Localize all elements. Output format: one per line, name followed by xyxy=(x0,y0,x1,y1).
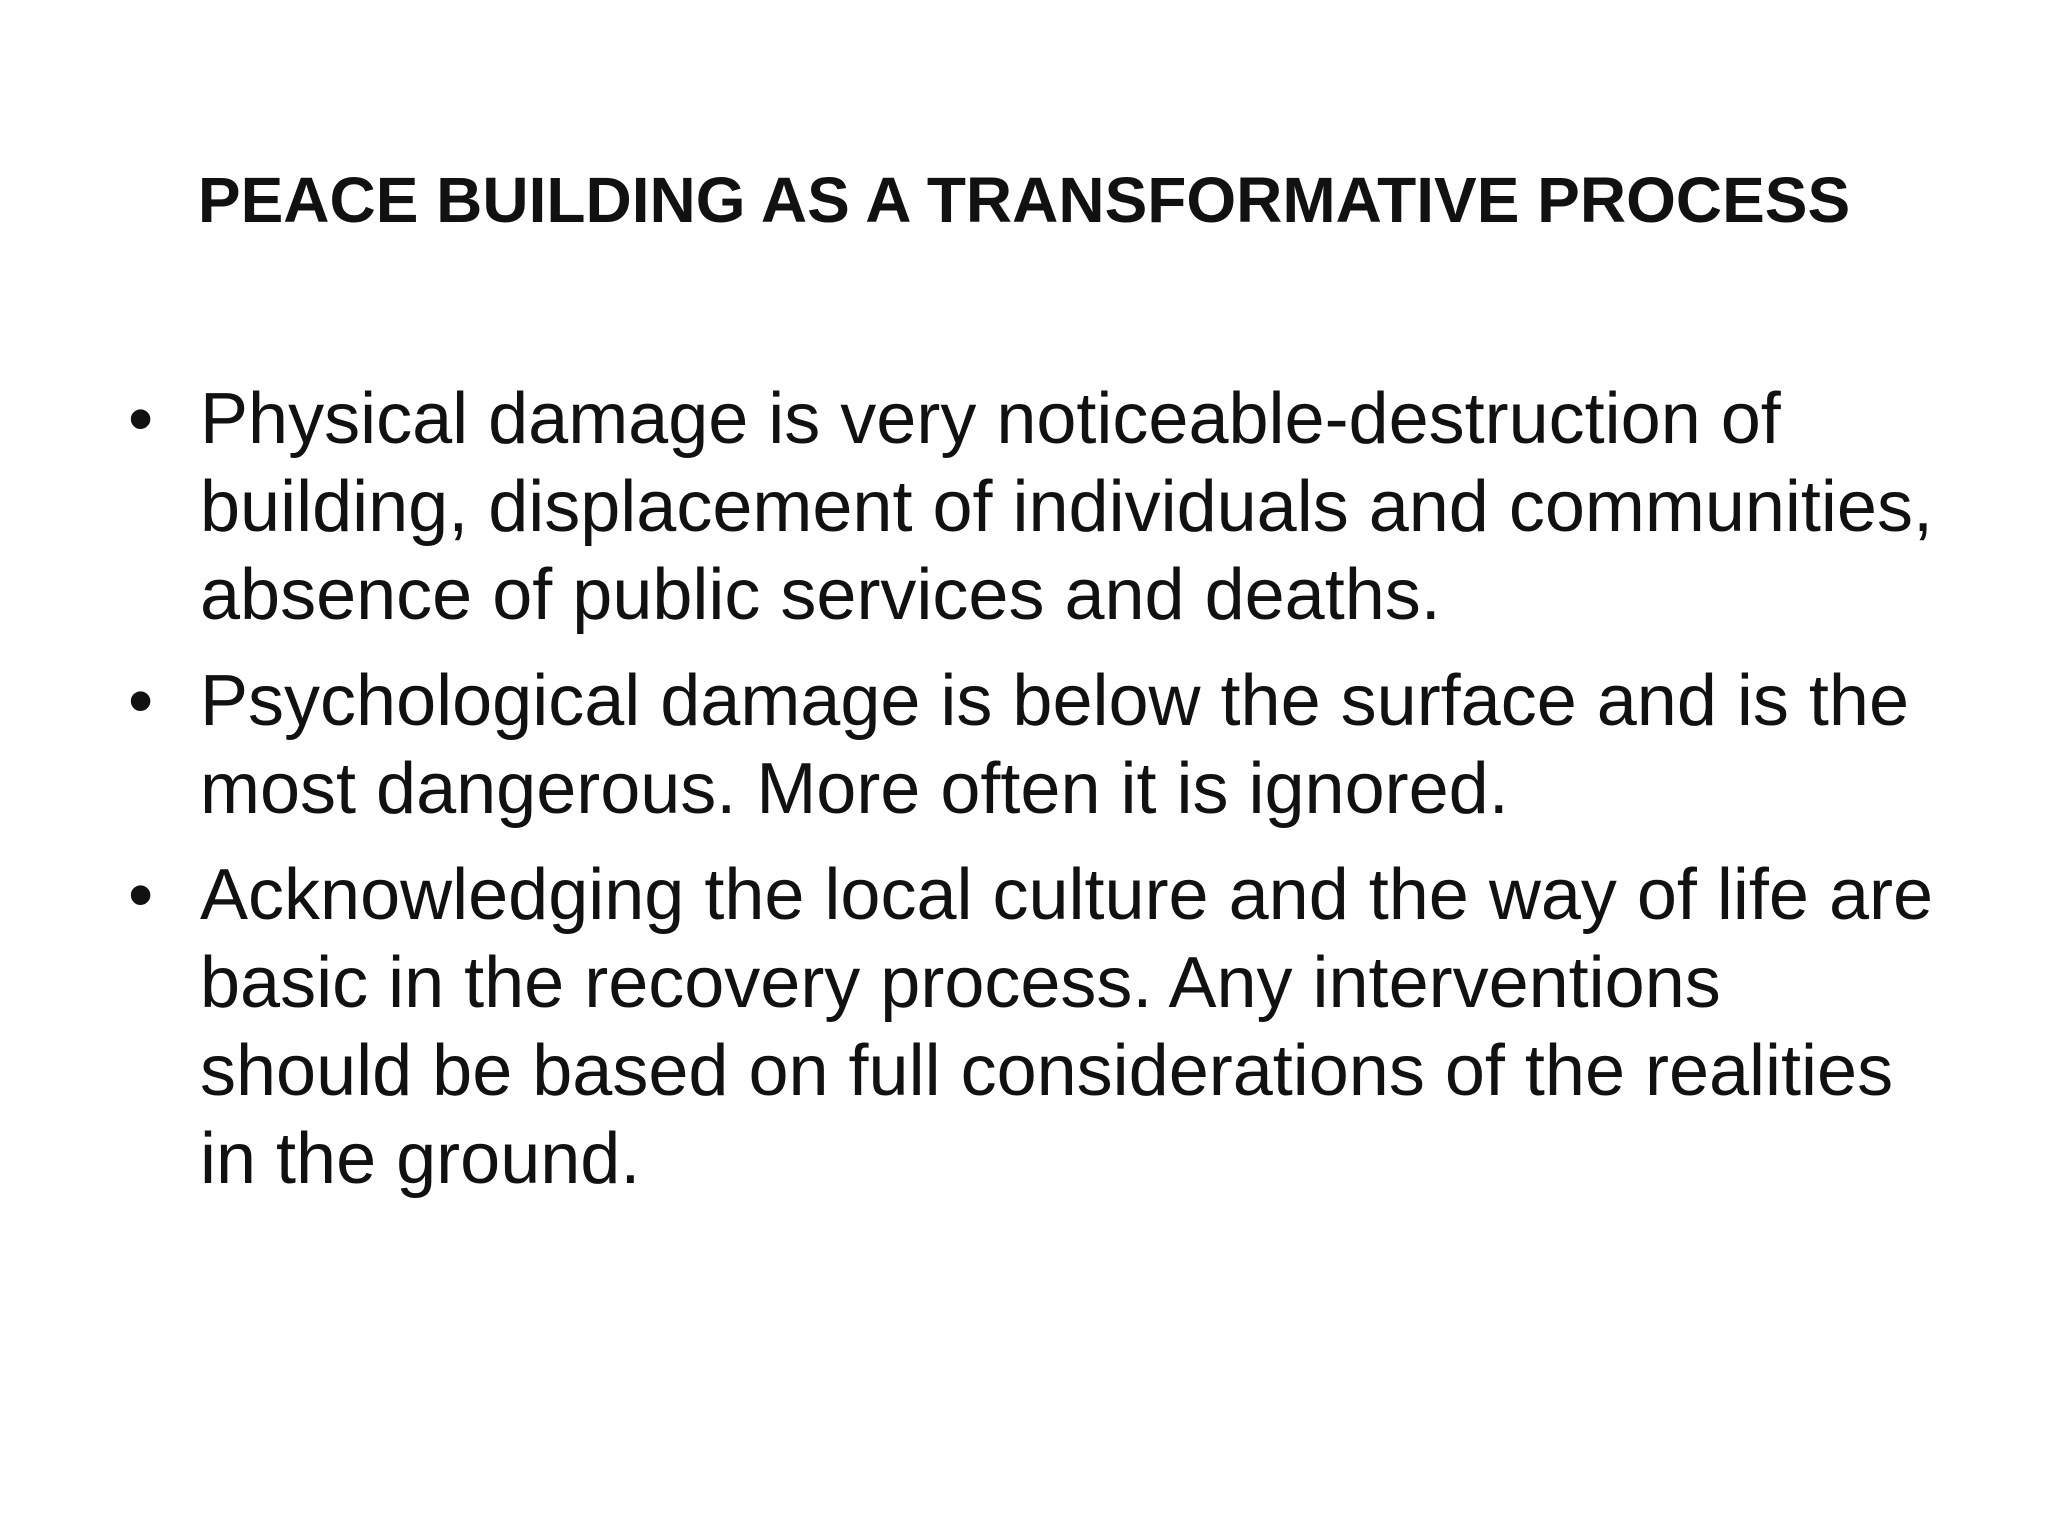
bullet-item-physical-damage xyxy=(120,375,1950,639)
bullet-item-local-culture xyxy=(120,851,1950,1203)
bullet-item-psychological-damage xyxy=(120,657,1950,833)
bullet-dot-icon: • xyxy=(128,855,154,935)
bullet-list xyxy=(120,375,1950,1221)
bullet-dot-icon: • xyxy=(128,379,154,459)
bullet-text: Physical damage is very noticeable-destruction of building, displacement of individuals and communities, absence of public services and deaths. xyxy=(200,379,1933,635)
bullet-dot-icon: • xyxy=(128,661,154,741)
slide-title: PEACE BUILDING AS A TRANSFORMATIVE PROCESS xyxy=(197,164,1851,236)
bullet-text: Psychological damage is below the surface and is the most dangerous. More often it is ignored. xyxy=(200,661,1909,829)
bullet-text: Acknowledging the local culture and the way of life are basic in the recovery process. Any interventions should be based on full considerations of the realities in the ground. xyxy=(200,855,1934,1199)
